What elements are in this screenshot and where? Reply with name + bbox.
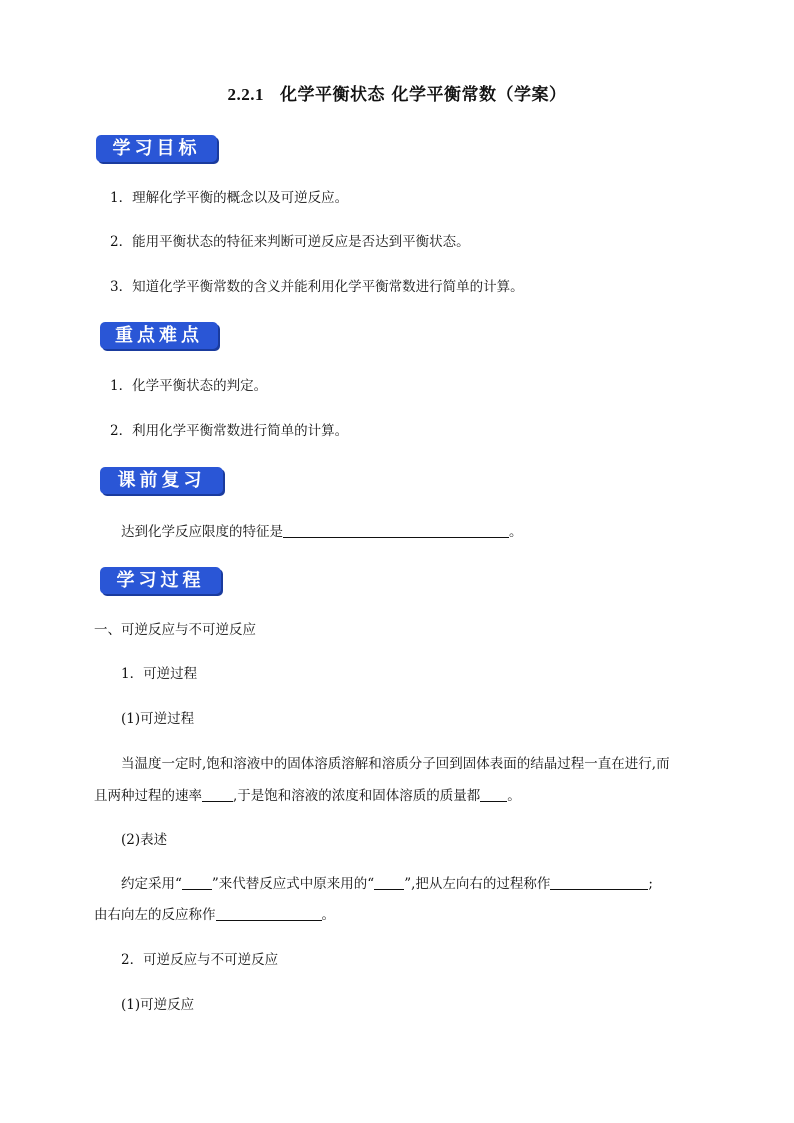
paragraph-2-line-2 bbox=[94, 905, 335, 925]
goal-item-3: 3．知道化学平衡常数的含义并能利用化学平衡常数进行简单的计算。 bbox=[110, 279, 524, 295]
paragraph-1-line-1: 当温度一定时,饱和溶液中的固体溶质溶解和溶质分子回到固体表面的结晶过程一直在进行,而 bbox=[121, 756, 670, 772]
title-text: 化学平衡状态 化学平衡常数（学案） bbox=[280, 85, 567, 105]
section-badge-review: 课前复习 bbox=[100, 467, 223, 494]
document-title bbox=[0, 80, 794, 105]
para1-text-b: ,于是饱和溶液的浓度和固体溶质的质量都 bbox=[233, 788, 481, 804]
key-point-item-2: 2．利用化学平衡常数进行简单的计算。 bbox=[110, 423, 349, 439]
section-badge-process: 学习过程 bbox=[100, 567, 221, 594]
para2-text-f: 。 bbox=[321, 907, 335, 923]
review-question bbox=[121, 522, 523, 542]
answer-blank[interactable] bbox=[480, 787, 507, 802]
para2-text-c: ”,把从左向右的过程称作 bbox=[404, 876, 551, 892]
para2-text-b: ”来代替反应式中原来用的“ bbox=[211, 876, 375, 892]
heading-reversible-reactions: 一、可逆反应与不可逆反应 bbox=[94, 622, 256, 638]
section-badge-goals: 学习目标 bbox=[96, 135, 217, 162]
goal-item-1: 1．理解化学平衡的概念以及可逆反应。 bbox=[110, 190, 349, 206]
subheading-statement: (2)表述 bbox=[121, 832, 168, 848]
key-point-item-1: 1．化学平衡状态的判定。 bbox=[110, 378, 268, 394]
para2-text-e: 由右向左的反应称作 bbox=[94, 907, 216, 923]
answer-blank[interactable] bbox=[182, 875, 212, 890]
review-text: 达到化学反应限度的特征是 bbox=[121, 524, 283, 540]
subheading-reversible-reaction: (1)可逆反应 bbox=[121, 997, 195, 1013]
para1-text-c: 。 bbox=[507, 788, 521, 804]
answer-blank[interactable] bbox=[550, 875, 648, 890]
answer-blank[interactable] bbox=[202, 787, 233, 802]
para2-text-d: ; bbox=[648, 876, 653, 892]
answer-blank[interactable] bbox=[374, 875, 404, 890]
para1-text-a: 且两种过程的速率 bbox=[94, 788, 202, 804]
paragraph-2-line-1 bbox=[121, 874, 653, 894]
section-badge-key-points: 重点难点 bbox=[100, 322, 218, 349]
subheading-reversible-process-1: (1)可逆过程 bbox=[121, 711, 195, 727]
para2-text-a: 约定采用“ bbox=[121, 876, 182, 892]
subheading-reversible-vs-irreversible: 2．可逆反应与不可逆反应 bbox=[121, 952, 279, 968]
subheading-reversible-process: 1．可逆过程 bbox=[121, 666, 198, 682]
paragraph-1-line-2 bbox=[94, 786, 521, 806]
title-number: 2.2.1 bbox=[227, 85, 265, 104]
answer-blank[interactable] bbox=[216, 906, 322, 921]
goal-item-2: 2．能用平衡状态的特征来判断可逆反应是否达到平衡状态。 bbox=[110, 234, 470, 250]
review-text-end: 。 bbox=[509, 524, 523, 540]
answer-blank[interactable] bbox=[283, 523, 509, 538]
